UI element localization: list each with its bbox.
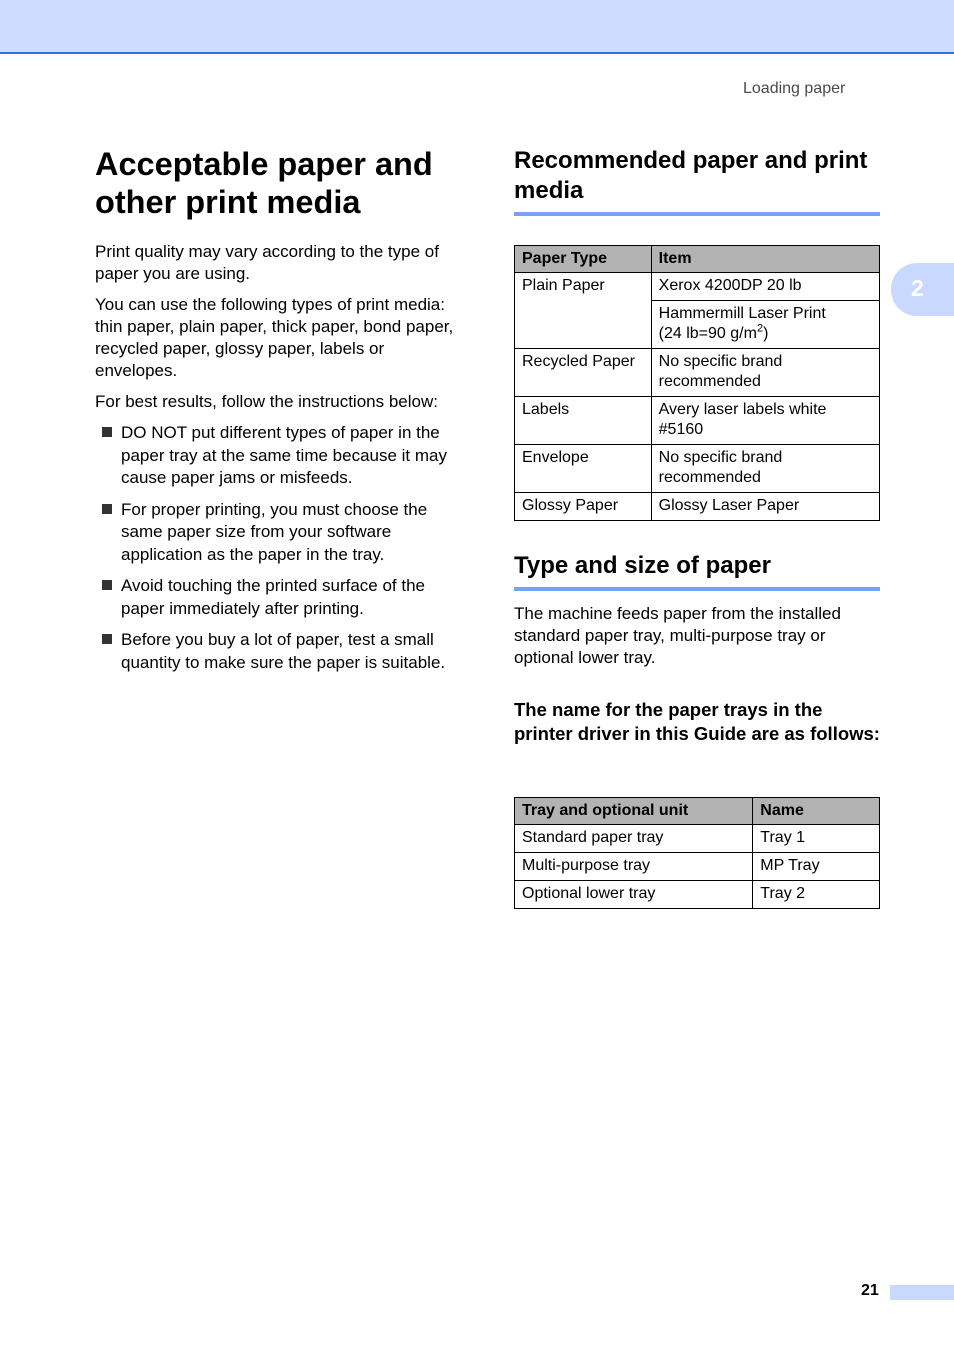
tray-table-wrap	[514, 797, 880, 909]
type-size-text: The machine feeds paper from the installed standard paper tray, multi-purpose tray or optional lower tray.	[514, 604, 841, 667]
table-header-row	[515, 798, 880, 825]
list-item	[95, 575, 467, 620]
list-item	[95, 499, 467, 567]
table-row	[515, 493, 880, 521]
intro-paragraph: Print quality may vary according to the type of paper you are using.	[95, 242, 439, 283]
column-header: Tray and optional unit	[515, 798, 753, 825]
chapter-tab	[891, 263, 954, 316]
recommended-table-wrap	[514, 245, 880, 521]
list-item-text: Before you buy a lot of paper, test a small quantity to make sure the paper is suitable.	[121, 630, 446, 672]
media-types-paragraph: You can use the following types of print media: thin paper, plain paper, thick paper, bond paper, recycled paper, glossy paper, labels or envelopes.	[95, 295, 454, 380]
heading-rule	[514, 587, 880, 591]
item-cell	[651, 301, 879, 349]
item-cell: Glossy Laser Paper	[651, 493, 879, 521]
item-line: (24 lb=90 g/m	[658, 325, 757, 342]
tray-name-cell: Tray 1	[753, 825, 880, 853]
item-cell: No specific brand recommended	[651, 349, 879, 397]
item-cell: Xerox 4200DP 20 lb	[651, 273, 879, 301]
page-title: Acceptable paper and other print media	[95, 146, 433, 220]
table-row	[515, 853, 880, 881]
recommended-paper-table	[514, 245, 880, 521]
heading-rule	[514, 212, 880, 216]
bullet-square-icon	[102, 427, 112, 437]
item-line-end: )	[763, 325, 769, 342]
tray-unit-cell: Optional lower tray	[515, 881, 753, 909]
column-header: Paper Type	[515, 246, 652, 273]
tray-unit-cell: Standard paper tray	[515, 825, 753, 853]
recommended-section	[514, 146, 880, 216]
tray-unit-cell: Multi-purpose tray	[515, 853, 753, 881]
bullet-square-icon	[102, 580, 112, 590]
chapter-number: 2	[911, 275, 924, 301]
paper-type-cell: Labels	[515, 397, 652, 445]
type-size-section	[514, 551, 880, 591]
section-header: Loading paper	[743, 80, 846, 97]
table-header-row	[515, 246, 880, 273]
table-row	[515, 349, 880, 397]
list-item-text: DO NOT put different types of paper in the paper tray at the same time because it may cause paper jams or misfeeds.	[121, 423, 447, 487]
tray-names-heading: The name for the paper trays in the printer driver in this Guide are as follows:	[514, 699, 880, 744]
recommended-heading: Recommended paper and print media	[514, 147, 868, 204]
tray-name-cell: MP Tray	[753, 853, 880, 881]
table-row	[515, 881, 880, 909]
list-item	[95, 629, 467, 674]
paper-type-cell: Plain Paper	[515, 273, 652, 349]
header-band	[0, 0, 954, 54]
item-cell: Avery laser labels white #5160	[651, 397, 879, 445]
page-number: 21	[861, 1282, 879, 1299]
table-row	[515, 397, 880, 445]
tray-name-table	[514, 797, 880, 909]
table-row	[515, 445, 880, 493]
bullet-square-icon	[102, 504, 112, 514]
bullet-square-icon	[102, 634, 112, 644]
list-item-text: Avoid touching the printed surface of the paper immediately after printing.	[121, 576, 425, 618]
list-item	[95, 422, 467, 490]
table-row	[515, 273, 880, 301]
paper-type-cell: Glossy Paper	[515, 493, 652, 521]
page-number-bar	[890, 1285, 954, 1300]
item-line: Hammermill Laser Print	[658, 305, 826, 322]
left-column	[95, 145, 467, 683]
paper-type-cell: Recycled Paper	[515, 349, 652, 397]
table-row	[515, 825, 880, 853]
instructions-intro: For best results, follow the instructions below:	[95, 392, 438, 411]
paper-type-cell: Envelope	[515, 445, 652, 493]
superscript: 2	[756, 322, 764, 335]
list-item-text: For proper printing, you must choose the same paper size from your software application as the paper in the tray.	[121, 499, 428, 564]
tray-name-cell: Tray 2	[753, 881, 880, 909]
item-cell: No specific brand recommended	[651, 445, 879, 493]
column-header: Name	[753, 798, 880, 825]
instruction-list	[95, 422, 467, 674]
column-header: Item	[651, 246, 879, 273]
type-size-heading: Type and size of paper	[514, 552, 771, 579]
